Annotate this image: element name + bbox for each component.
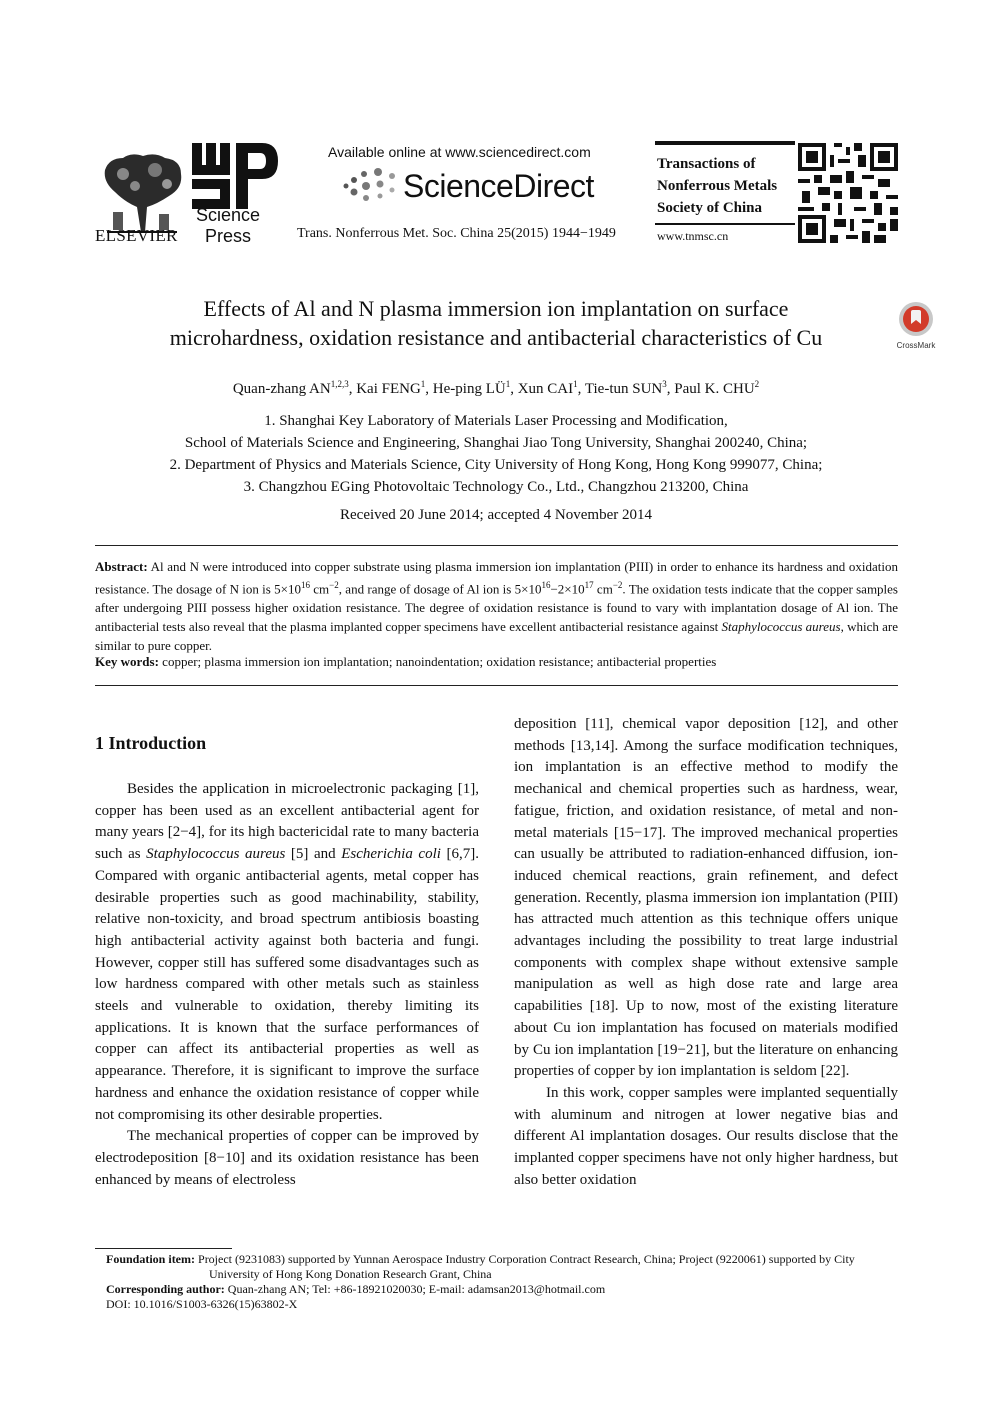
body-column-right [514,714,898,1191]
abstract-rule-top [95,545,898,546]
author-affiliation-sup: 1 [420,379,426,389]
abstract-sup: 16 [541,580,551,590]
author-name: Tie-tun SUN [584,381,663,397]
received-dates: Received 20 June 2014; accepted 4 November 2014 [340,507,652,523]
paragraph: The mechanical properties of copper can be improved by electrodeposition [8−10] and its oxidation resistance has been enhanced by means of electroless [95,1128,479,1188]
author-separator: , [577,381,585,397]
journal-reference: Trans. Nonferrous Met. Soc. China 25(2015) 1944−1949 [297,226,616,241]
footnote-label: Corresponding author: [106,1282,225,1296]
author-separator: , [425,381,433,397]
science-press-line1: Science [196,205,261,225]
abstract-sup: −2 [329,580,339,590]
author-name: Kai FENG [356,381,421,397]
abstract [95,557,898,655]
sciencedirect-dots-logo [340,166,400,204]
affiliations [96,410,896,498]
author-separator: , [510,381,518,397]
author-separator: , [348,381,357,397]
footnote-text: Project (9231083) supported by Yunnan Aerospace Industry Corporation Contract Research, China; Project (9220061) supported by City [198,1252,855,1266]
abstract-sup: 17 [584,580,594,590]
affiliation-line: 1. Shanghai Key Laboratory of Materials Laser Processing and Modification, [264,413,728,429]
crossmark-label: CrossMark [896,341,936,350]
journal-title-line: Society of China [657,200,762,216]
author-affiliation-sup: 3 [662,379,667,389]
footnote-foundation [106,1252,898,1282]
author-list [96,379,896,398]
author-affiliation-sup: 1,2,3 [330,379,349,389]
abstract-species: Staphylococcus aureus [721,619,841,635]
paragraph [95,779,479,1126]
journal-url-link[interactable]: www.tnmsc.cn [657,229,729,243]
author-name: Xun CAI [517,381,574,397]
affiliation-line: School of Materials Science and Engineering, Shanghai Jiao Tong University, Shanghai 200240, China; [184,435,808,451]
author-affiliation-sup: 2 [754,379,760,389]
crossmark-badge[interactable] [893,300,939,348]
available-online-link[interactable]: Available online at www.sciencedirect.com [328,144,591,160]
species-name: Escherichia coli [341,846,441,863]
paragraph: deposition [11], chemical vapor deposition [12], and other methods [13,14]. Among the surface modification techniques, ion implantation is an effective method to modify the mechanical and chemical properties such as hardness, wear, fatigue, friction, and oxidation resistance, of metal and non-metal materials [15−17]. The improved mechanical properties can usually be attributed to radiation-enhanced diffusion, ion-induced chemical reactions, grain refinement, and defect generation. Recently, plasma immersion ion implantation (PIII) has attracted much attention as this technique offers unique advantages including the possibility to treat large industrial components with complex shape without extensive sample manipulation as well as high dose rate and large area capabilities [18]. Up to now, most of the existing literature about Cu ion implantation has focused on materials modified by Cu ion implantation [19−21], but the literature on enhancing properties of copper by ion implantation is seldom [22]. [514,716,898,1080]
keywords-label: Key words: [95,654,159,669]
keywords [95,652,898,671]
qr-code-icon [798,143,898,243]
footnote-corresponding [106,1282,898,1297]
affiliation-line: 3. Changzhou EGing Photovoltaic Technology Co., Ltd., Changzhou 213200, China [243,479,749,495]
abstract-text: cm [309,581,330,597]
science-press-text [196,205,260,247]
journal-header-rule-bottom [655,223,795,225]
science-press-logo [192,143,278,209]
paragraph-text: [5] and [285,846,342,863]
footnote-label: Foundation item: [106,1252,196,1266]
author-affiliation-sup: 1 [505,379,511,389]
footnote-doi[interactable]: DOI: 10.1016/S1003-6326(15)63802-X [106,1297,298,1311]
paragraph: In this work, copper samples were implanted sequentially with aluminum and nitrogen at lower negative bias and different Al implantation dosages. Our results disclose that the implanted copper specimens have not only higher hardness, but also better oxidation [514,1084,898,1188]
paper-title [96,294,896,352]
section-heading-introduction: 1 Introduction [95,733,207,753]
abstract-sup: 16 [300,580,310,590]
elsevier-wordmark: ELSEVIER [95,226,178,245]
journal-title-line: Nonferrous Metals [657,178,778,194]
science-press-line2: Press [205,226,252,246]
journal-title [657,153,777,219]
author-name: Quan-zhang AN [232,381,331,397]
sciencedirect-wordmark: ScienceDirect [403,168,594,204]
author-separator: , [666,381,675,397]
abstract-label: Abstract: [95,559,148,574]
keywords-text: copper; plasma immersion ion implantation; nanoindentation; oxidation resistance; antibacterial properties [162,654,717,669]
journal-header-rule-top [655,141,795,145]
abstract-text: −2×10 [550,581,585,597]
author-name: Paul K. CHU [674,381,755,397]
abstract-text: Al and N were introduced into copper substrate using plasma immersion ion implantation (PIII) in order to enhance its hardness and oxidation resistance. The dosage of N ion is 5×10 [95,559,898,597]
abstract-sup: −2 [612,580,623,590]
abstract-text: . The oxidation tests indicate that the copper samples after undergoing PIII possess higher oxidation resistance. The degree of oxidation resistance is found to vary with implantation dosage of Al ion. The antibacterial tests also reveal that the plasma implanted copper specimens have excellent antibacterial resistance against [95,581,898,635]
crossmark-icon [893,300,939,338]
footnote-text: University of Hong Kong Donation Research Grant, China [209,1267,492,1281]
paragraph-text: [6,7]. Compared with organic antibacterial agents, metal copper has desirable properties such as good machinability, stability, relative non-toxicity, and broad spectrum antibiosis boasting high antibacterial activity against both bacteria and fungi. However, copper still has suffered some disadvantages such as low hardness compared with other metals such as stainless steels and vulnerable to oxidation, thereby limiting its applications. It is known that the surface performances of copper can affect its antibacterial properties as well as appearance. Therefore, it is significant to improve the surface hardness and enhance the oxidation resistance of copper while not compromising its other desirable properties. [95,846,479,1123]
author-name: He-ping LÜ [432,381,506,397]
abstract-rule-bottom [95,685,898,686]
author-affiliation-sup: 1 [573,379,578,389]
paragraph-text: Besides the application in microelectronic packaging [1], copper has been used as an excellent antibacterial agent for many years [2−4], for its high bactericidal rate to many bacteria such as [95,781,479,863]
affiliation-line: 2. Department of Physics and Materials Science, City University of Hong Kong, Hong Kong 999077, China; [169,457,823,473]
species-name: Staphylococcus aureus [146,846,286,863]
footnote-rule [95,1248,232,1249]
journal-title-line: Transactions of [657,156,756,172]
abstract-text: cm [593,581,613,597]
footnote-text: Quan-zhang AN; Tel: +86-18921020030; E-mail: adamsan2013@hotmail.com [227,1282,606,1296]
body-column-left [95,779,479,1191]
abstract-text: , and range of dosage of Al ion is 5×10 [338,581,542,597]
paper-title-line2: microhardness, oxidation resistance and antibacterial characteristics of Cu [169,325,823,350]
abstract-text: , which are similar to pure copper. [95,619,898,654]
paper-title-line1: Effects of Al and N plasma immersion ion implantation on surface [203,296,789,321]
